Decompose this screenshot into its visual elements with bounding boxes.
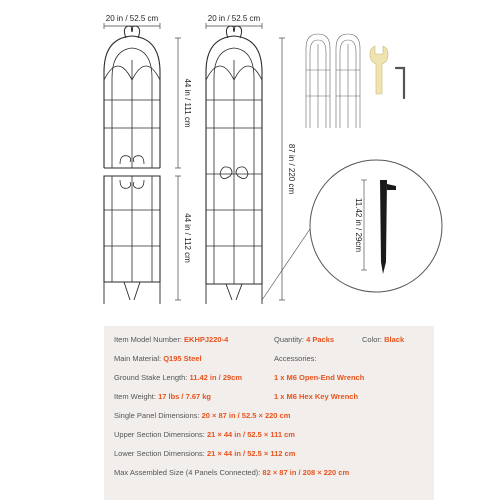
spec-accessory-wrench (274, 373, 364, 382)
spec-stake-label: Ground Stake Length: (114, 373, 188, 382)
spec-accessory-2: 1 x M6 Hex Key Wrench (274, 392, 359, 401)
stake-detail-circle (310, 160, 442, 292)
spec-lower-label: Lower Section Dimensions: (114, 449, 205, 458)
spec-single-value: 20 × 87 in / 52.5 × 220 cm (201, 411, 291, 420)
spec-material (114, 354, 202, 363)
right-trellis-panel (206, 26, 262, 304)
right-width-label: 20 in / 52.5 cm (207, 14, 261, 23)
spec-stake (114, 373, 242, 382)
spec-quantity (274, 335, 334, 344)
hex-key-wrench (396, 68, 404, 98)
spec-quantity-value: 4 Packs (306, 335, 335, 344)
spec-single-label: Single Panel Dimensions: (114, 411, 200, 420)
spec-lower-section (114, 449, 295, 458)
specifications-panel (104, 326, 434, 500)
spec-model (114, 335, 228, 344)
spec-accessories-label: Accessories: (274, 354, 317, 363)
left-width-label: 20 in / 52.5 cm (105, 14, 159, 23)
lower-height-label: 44 in / 112 cm (183, 213, 192, 263)
total-height-label: 87 in / 220 cm (287, 143, 296, 195)
spec-material-value: Q195 Steel (163, 354, 202, 363)
left-trellis-panel (104, 26, 160, 304)
spec-max-assembled (114, 468, 349, 477)
spec-model-label: Item Model Number: (114, 335, 182, 344)
spec-accessories (274, 354, 317, 363)
product-thumbnails (306, 34, 360, 128)
spec-weight-label: Item Weight: (114, 392, 156, 401)
spec-single-panel (114, 411, 290, 420)
spec-accessory-hexkey (274, 392, 358, 401)
spec-color-value: Black (384, 335, 405, 344)
spec-weight (114, 392, 211, 401)
spec-max-label: Max Assembled Size (4 Panels Connected): (114, 468, 261, 477)
spec-upper-label: Upper Section Dimensions: (114, 430, 205, 439)
spec-material-label: Main Material: (114, 354, 162, 363)
spec-upper-value: 21 × 44 in / 52.5 × 111 cm (206, 430, 295, 439)
spec-lower-value: 21 × 44 in / 52.5 × 112 cm (206, 449, 296, 458)
spec-accessory-1: 1 x M6 Open-End Wrench (274, 373, 365, 382)
spec-max-value: 82 × 87 in / 208 × 220 cm (262, 468, 350, 477)
spec-upper-section (114, 430, 295, 439)
open-end-wrench (370, 46, 388, 94)
upper-height-label: 44 in / 111 cm (183, 78, 192, 128)
spec-weight-value: 17 lbs / 7.67 kg (158, 392, 212, 401)
spec-color-label: Color: (362, 335, 383, 344)
stake-length-label: 11.42 in / 29cm (354, 197, 363, 253)
spec-quantity-label: Quantity: (274, 335, 305, 344)
spec-model-value: EKHPJ220-4 (184, 335, 229, 344)
spec-color (362, 335, 404, 344)
spec-stake-value: 11.42 in / 29cm (189, 373, 243, 382)
